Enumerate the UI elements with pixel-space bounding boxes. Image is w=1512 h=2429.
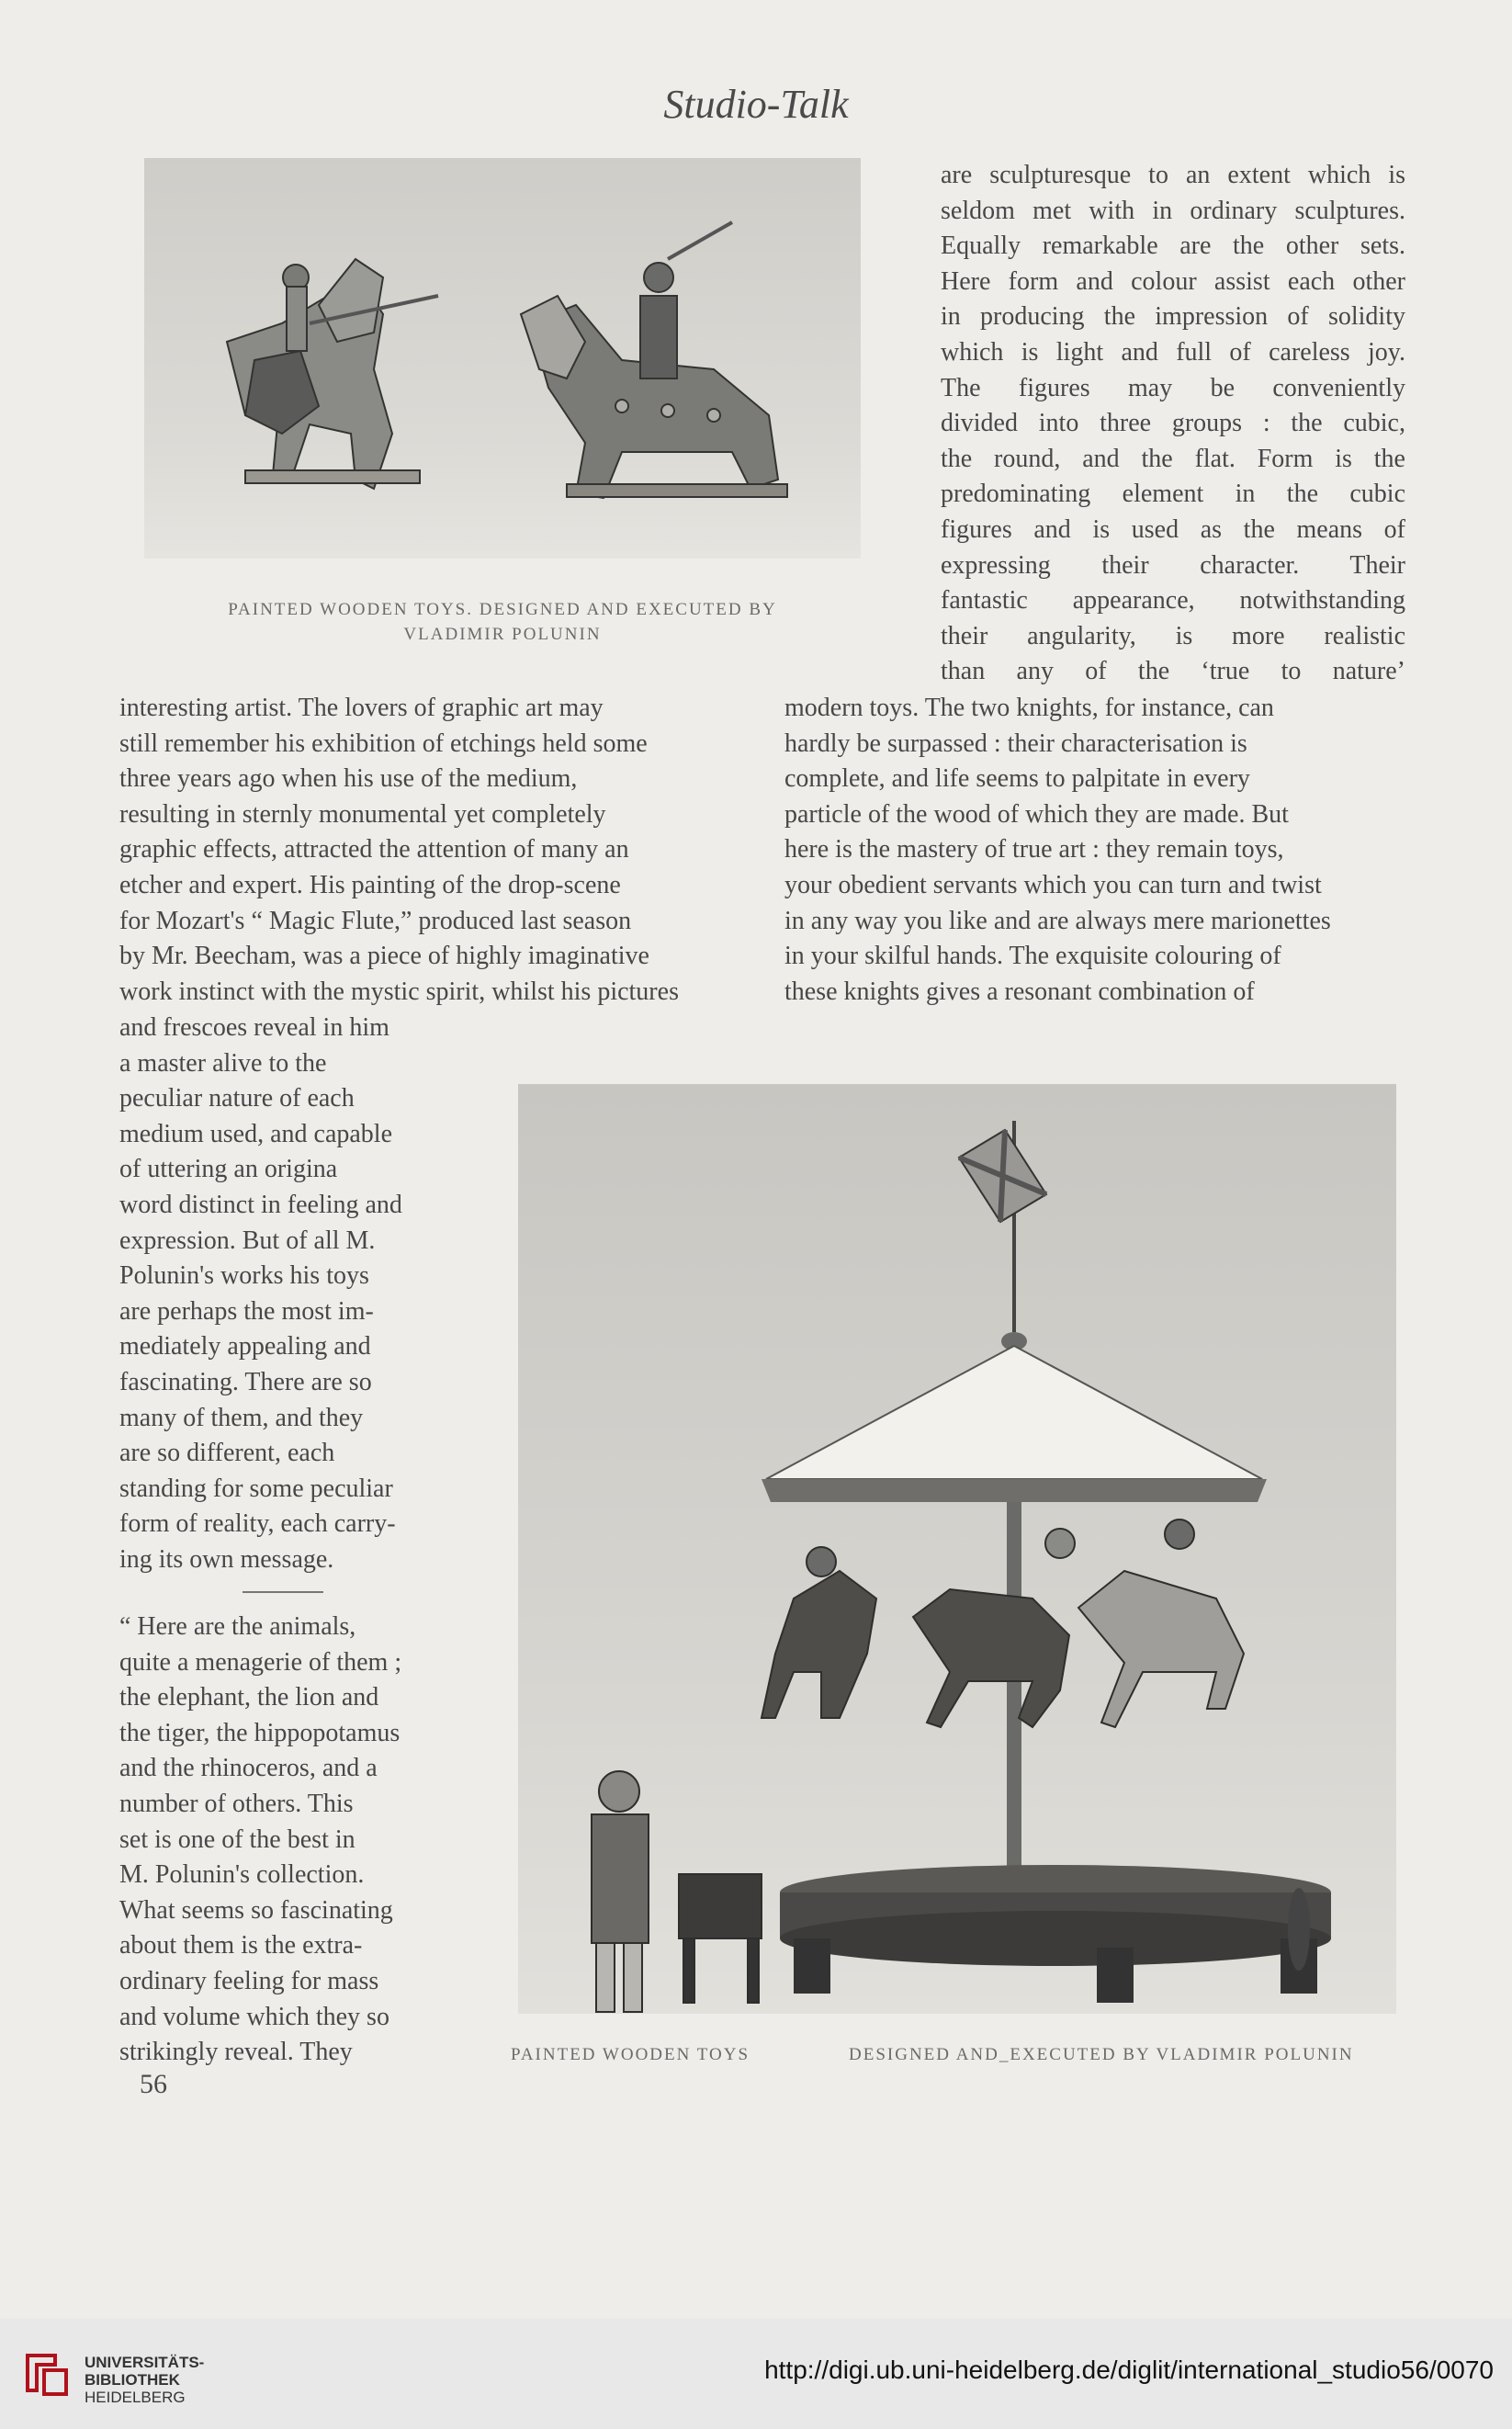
text-line: ing its own message. (119, 1544, 334, 1574)
text-line: quite a menagerie of them ; (119, 1647, 402, 1677)
text-line: modern toys. The two knights, for instance, can (784, 694, 1274, 722)
text-line: in your skilful hands. The exquisite colouring of (784, 942, 1281, 971)
photo-carousel (518, 1084, 1396, 2014)
logo-line1: UNIVERSITÄTS- (85, 2354, 205, 2371)
text-line: set is one of the best in (119, 1825, 355, 1854)
text-line: are perhaps the most im- (119, 1296, 374, 1326)
text-line: medium used, and capable (119, 1119, 393, 1148)
figure2-caption-left: PAINTED WOODEN TOYS (511, 2045, 750, 2064)
text-line: word distinct in feeling and (119, 1190, 402, 1219)
text-line: and the rhinoceros, and a (119, 1754, 378, 1783)
text-line: than any of the ‘true to nature’ (941, 657, 1405, 686)
text-line: etcher and expert. His painting of the drop-scene (119, 870, 621, 899)
text-line: and frescoes reveal in him (119, 1013, 389, 1042)
left-column-middle (119, 691, 755, 1010)
section-divider (243, 1591, 323, 1593)
text-line: in producing the impression of solidity (941, 302, 1405, 332)
figure2-caption-right: DESIGNED AND_EXECUTED BY VLADIMIR POLUNIN (849, 2045, 1354, 2064)
right-column-middle (784, 691, 1402, 1010)
text-line: still remember his exhibition of etchings held some (119, 729, 648, 758)
text-line: and volume which they so (119, 2002, 389, 2031)
text-line: hardly be surpassed : their characterisation is (784, 729, 1247, 758)
text-line: Polunin's works his toys (119, 1261, 369, 1291)
text-line: predominating element in the cubic (941, 480, 1405, 509)
text-line: many of them, and they (119, 1403, 364, 1432)
carousel-illustration (518, 1084, 1396, 2014)
text-line: the elephant, the lion and (119, 1683, 379, 1712)
text-line: fantastic appearance, notwithstanding (941, 586, 1405, 616)
text-line: number of others. This (119, 1789, 354, 1818)
library-logo-icon (18, 2346, 72, 2400)
text-line: ordinary feeling for mass (119, 1966, 379, 1995)
logo-line2: BIBLIOTHEK (85, 2371, 180, 2389)
text-line: of uttering an origina (119, 1155, 338, 1184)
figure1-caption-line1: PAINTED WOODEN TOYS. DESIGNED AND EXECUTED BY (228, 600, 777, 619)
logo-line3: HEIDELBERG (85, 2389, 186, 2406)
text-line: resulting in sternly monumental yet completely (119, 799, 606, 829)
text-line: the tiger, the hippopotamus (119, 1718, 401, 1747)
text-line: M. Polunin's collection. (119, 1860, 365, 1890)
text-line: your obedient servants which you can turn and twist (784, 870, 1322, 899)
text-line: particle of the wood of which they are made. But (784, 799, 1289, 829)
text-line: “ Here are the animals, (119, 1612, 356, 1641)
text-line: in any way you like and are always mere marionettes (784, 906, 1331, 935)
text-line: peculiar nature of each (119, 1084, 355, 1113)
text-line: graphic effects, attracted the attention of many an (119, 835, 629, 864)
text-line: three years ago when his use of the medium, (119, 764, 578, 794)
text-line: standing for some peculiar (119, 1474, 393, 1503)
text-line: Here form and colour assist each other (941, 266, 1405, 296)
text-line: their angularity, is more realistic (941, 621, 1405, 650)
page-number: 56 (140, 2069, 167, 2099)
text-line: the round, and the flat. Form is the (941, 444, 1405, 473)
source-url-link[interactable]: http://digi.ub.uni-heidelberg.de/diglit/international_studio56/0070 (764, 2356, 1494, 2384)
text-line: work instinct with the mystic spirit, whilst his pictures (119, 977, 679, 1006)
text-line: about them is the extra- (119, 1931, 363, 1960)
right-column-top (941, 158, 1405, 690)
library-footer (0, 2319, 1512, 2429)
text-line: for Mozart's “ Magic Flute,” produced last season (119, 906, 632, 935)
text-line: Equally remarkable are the other sets. (941, 232, 1405, 261)
running-header: Studio-Talk (663, 82, 849, 127)
text-line: are so different, each (119, 1439, 335, 1468)
left-column-quote (119, 1610, 450, 2071)
text-line: interesting artist. The lovers of graphic art may (119, 694, 604, 722)
text-line: are sculpturesque to an extent which is (941, 161, 1405, 189)
text-line: which is light and full of careless joy. (941, 337, 1405, 367)
text-line: expression. But of all M. (119, 1226, 376, 1255)
text-line: these knights gives a resonant combination of (784, 977, 1255, 1006)
knights-illustration (144, 158, 861, 559)
text-line: mediately appealing and (119, 1332, 371, 1361)
text-line: a master alive to the (119, 1048, 327, 1078)
text-line: form of reality, each carry- (119, 1509, 396, 1539)
text-line: by Mr. Beecham, was a piece of highly imaginative (119, 942, 649, 971)
text-line: strikingly reveal. They (119, 2038, 353, 2067)
text-line: The figures may be conveniently (941, 373, 1405, 402)
text-line: here is the mastery of true art : they remain toys, (784, 835, 1284, 864)
text-line: divided into three groups : the cubic, (941, 409, 1405, 438)
figure1-caption (144, 597, 861, 647)
text-line: fascinating. There are so (119, 1367, 372, 1396)
library-logo-text (85, 2354, 204, 2406)
figure1-caption-line2: VLADIMIR POLUNIN (403, 625, 602, 644)
text-line: seldom met with in ordinary sculptures. (941, 196, 1405, 225)
text-line: figures and is used as the means of (941, 514, 1405, 544)
left-column-narrow (119, 1011, 450, 1578)
text-line: complete, and life seems to palpitate in every (784, 764, 1250, 794)
text-line: What seems so fascinating (119, 1895, 393, 1925)
text-line: expressing their character. Their (941, 550, 1405, 580)
photo-knights (144, 158, 861, 559)
